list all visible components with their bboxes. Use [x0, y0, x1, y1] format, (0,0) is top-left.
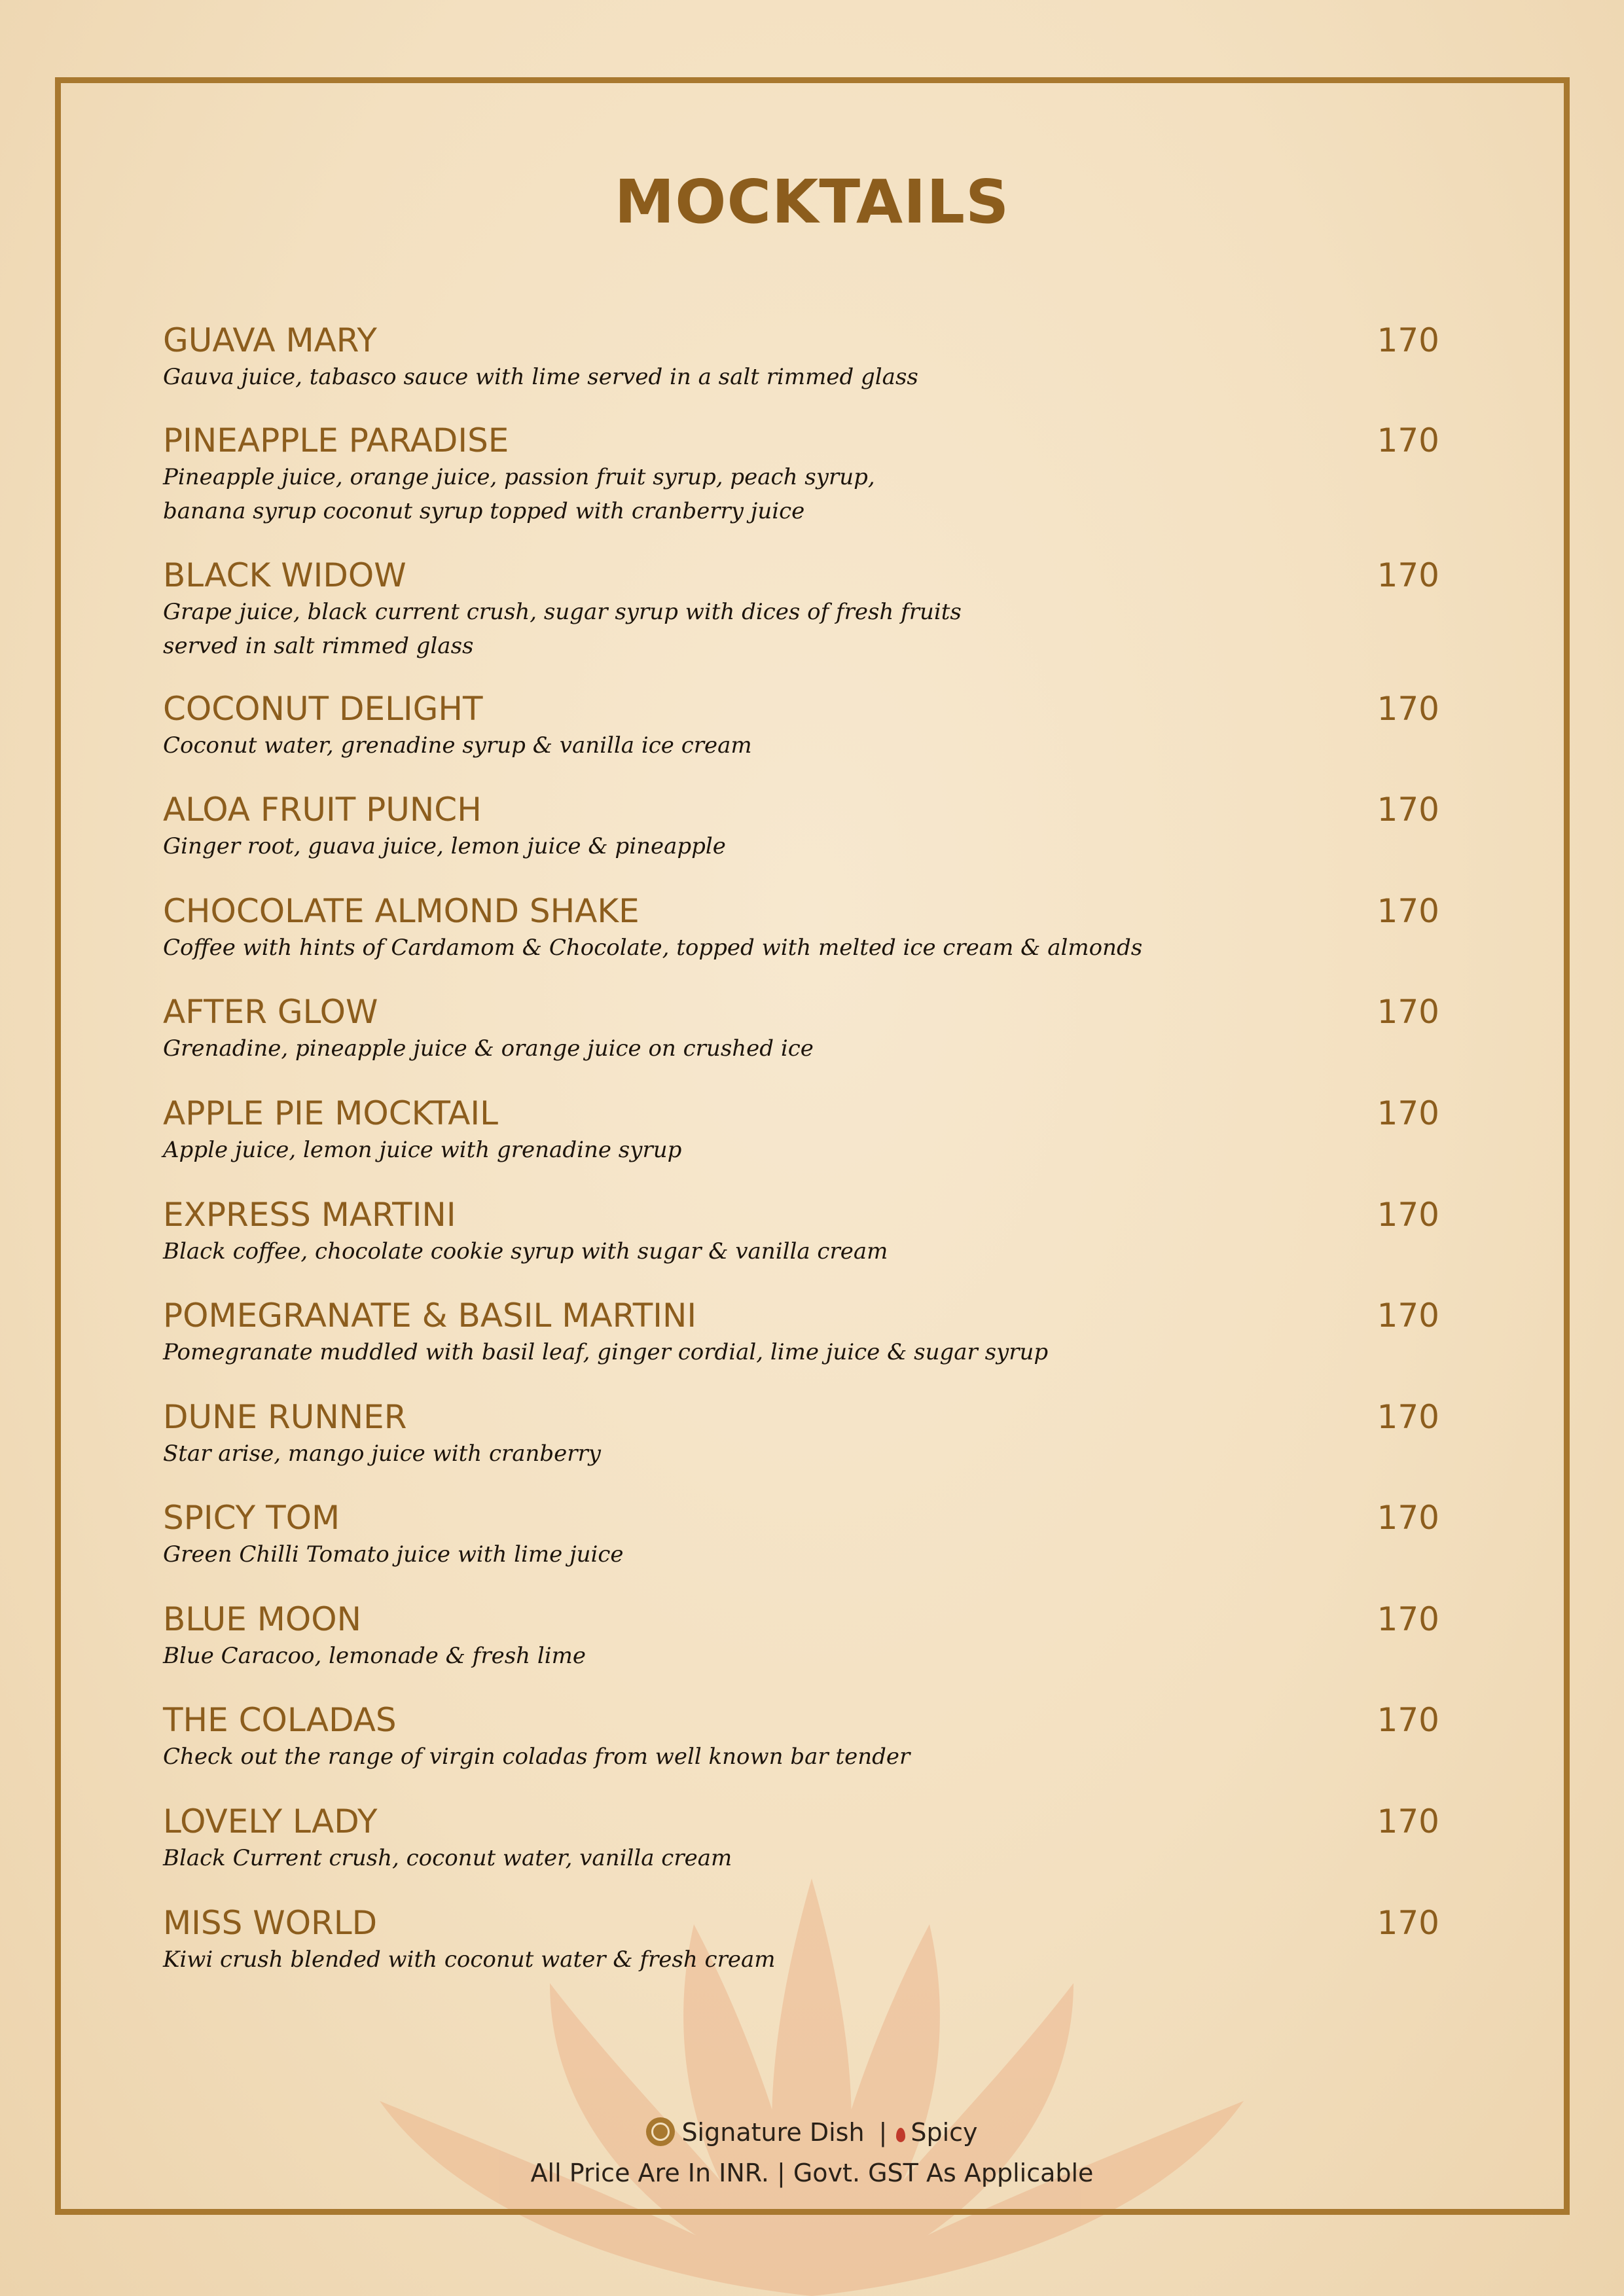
- item-name: BLACK WIDOW: [163, 556, 406, 594]
- menu-item: [163, 689, 1439, 762]
- item-description: Grape juice, black current crush, sugar syrup with dices of fresh fruits: [163, 599, 962, 625]
- menu-title: MOCKTAILS: [614, 167, 1010, 237]
- menu-item: [163, 992, 1439, 1066]
- item-name: ALOA FRUIT PUNCH: [163, 791, 482, 829]
- item-price: 170: [1377, 1094, 1439, 1132]
- menu-item: [163, 1296, 1439, 1369]
- item-name: BLUE MOON: [163, 1600, 362, 1638]
- item-name: AFTER GLOW: [163, 993, 378, 1031]
- spicy-label: Spicy: [911, 2118, 978, 2147]
- item-description: Pomegranate muddled with basil leaf, ginger cordial, lime juice & sugar syrup: [163, 1339, 1049, 1365]
- item-name: CHOCOLATE ALMOND SHAKE: [163, 892, 640, 930]
- item-price: 170: [1377, 321, 1439, 359]
- menu-item: [163, 421, 1439, 528]
- item-description: Kiwi crush blended with coconut water & fresh cream: [163, 1946, 776, 1973]
- price-note: All Price Are In INR. | Govt. GST As Applicable: [530, 2159, 1094, 2187]
- item-description: Check out the range of virgin coladas from well known bar tender: [163, 1744, 911, 1770]
- item-price: 170: [1377, 1297, 1439, 1335]
- menu-item: [163, 1802, 1439, 1875]
- menu-item: [163, 1600, 1439, 1673]
- item-description: Green Chilli Tomato juice with lime juice: [163, 1541, 624, 1568]
- item-description: Apple juice, lemon juice with grenadine syrup: [163, 1137, 682, 1163]
- item-name: THE COLADAS: [163, 1701, 397, 1739]
- legend: [0, 2113, 1624, 2152]
- item-description: Pineapple juice, orange juice, passion fruit syrup, peach syrup,: [163, 464, 875, 490]
- menu-item: [163, 1094, 1439, 1167]
- item-name: COCONUT DELIGHT: [163, 690, 483, 728]
- item-price: 170: [1377, 1701, 1439, 1739]
- item-price: 170: [1377, 1196, 1439, 1234]
- menu-item: [163, 1498, 1439, 1571]
- signature-dish-icon: [646, 2117, 675, 2146]
- menu-item: [163, 1700, 1439, 1774]
- item-price: 170: [1377, 556, 1439, 594]
- item-description: served in salt rimmed glass: [163, 633, 474, 659]
- item-description: Gauva juice, tabasco sauce with lime served in a salt rimmed glass: [163, 364, 918, 390]
- item-name: LOVELY LADY: [163, 1803, 378, 1840]
- menu-item: [163, 1195, 1439, 1268]
- item-description: banana syrup coconut syrup topped with cranberry juice: [163, 498, 805, 524]
- menu-item: [163, 790, 1439, 863]
- item-price: 170: [1377, 1600, 1439, 1638]
- chili-icon: [896, 2128, 905, 2142]
- item-price: 170: [1377, 690, 1439, 728]
- item-name: SPICY TOM: [163, 1499, 340, 1537]
- item-description: Coffee with hints of Cardamom & Chocolate, topped with melted ice cream & almonds: [163, 935, 1143, 961]
- item-description: Blue Caracoo, lemonade & fresh lime: [163, 1643, 586, 1669]
- item-price: 170: [1377, 1803, 1439, 1840]
- item-price: 170: [1377, 791, 1439, 829]
- item-price: 170: [1377, 422, 1439, 459]
- item-description: Black coffee, chocolate cookie syrup with sugar & vanilla cream: [163, 1238, 888, 1265]
- item-price: 170: [1377, 892, 1439, 930]
- item-name: GUAVA MARY: [163, 321, 377, 359]
- item-name: POMEGRANATE & BASIL MARTINI: [163, 1297, 697, 1335]
- menu-item: [163, 321, 1439, 394]
- item-name: DUNE RUNNER: [163, 1398, 407, 1436]
- signature-label: Signature Dish: [681, 2118, 865, 2147]
- item-price: 170: [1377, 1904, 1439, 1942]
- item-price: 170: [1377, 993, 1439, 1031]
- item-price: 170: [1377, 1499, 1439, 1537]
- menu-item: [163, 1903, 1439, 1977]
- item-name: MISS WORLD: [163, 1904, 378, 1942]
- item-name: EXPRESS MARTINI: [163, 1196, 456, 1234]
- item-description: Black Current crush, coconut water, vanilla cream: [163, 1845, 732, 1871]
- item-name: APPLE PIE MOCKTAIL: [163, 1094, 499, 1132]
- item-price: 170: [1377, 1398, 1439, 1436]
- menu-item: [163, 1397, 1439, 1471]
- item-description: Ginger root, guava juice, lemon juice & pineapple: [163, 833, 726, 859]
- legend-separator: |: [878, 2118, 888, 2147]
- menu-item: [163, 556, 1439, 663]
- item-description: Grenadine, pineapple juice & orange juice on crushed ice: [163, 1035, 814, 1062]
- item-description: Coconut water, grenadine syrup & vanilla ice cream: [163, 732, 752, 759]
- item-name: PINEAPPLE PARADISE: [163, 422, 509, 459]
- item-description: Star arise, mango juice with cranberry: [163, 1441, 602, 1467]
- menu-item: [163, 891, 1439, 965]
